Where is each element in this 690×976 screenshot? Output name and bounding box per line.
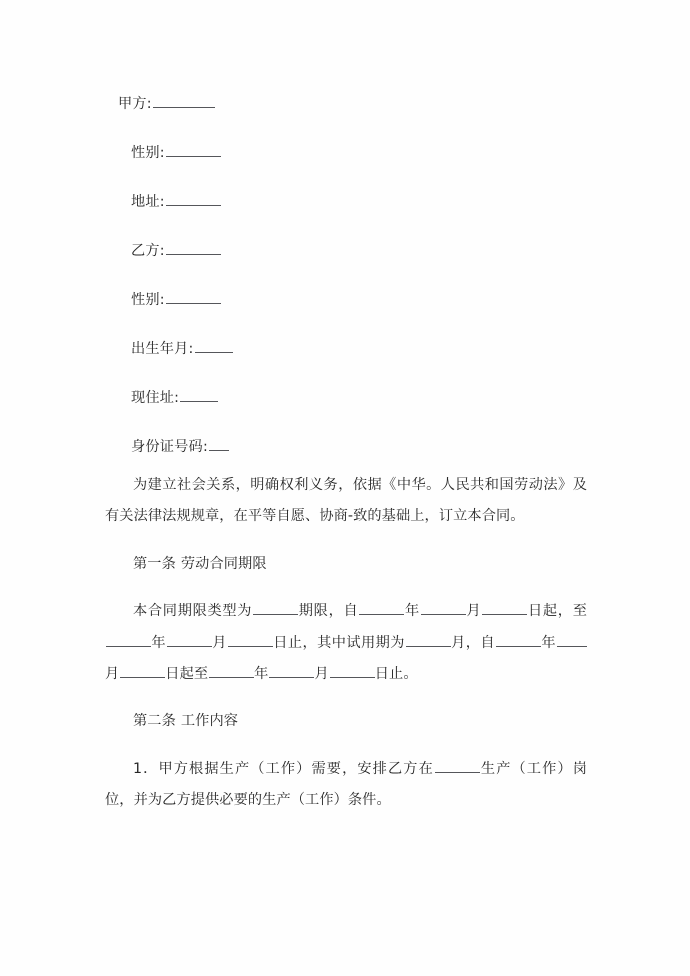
field-blank-current-address[interactable]: [180, 388, 218, 402]
field-blank-birth-date[interactable]: [195, 339, 233, 353]
a1-seg-10: 年: [541, 634, 556, 651]
article-one-title: 劳动合同期限: [180, 555, 267, 572]
field-label-gender-b: 性别:: [131, 292, 165, 308]
field-blank-address-a[interactable]: [166, 192, 221, 206]
contract-body: [105, 470, 587, 817]
a1-seg-13: 年: [254, 666, 269, 683]
a1-seg-7: 月: [211, 634, 227, 651]
a1-seg-6: 年: [151, 634, 166, 651]
blank-probation-start-year[interactable]: [496, 633, 541, 647]
a1-seg-1: 本合同期限类型为: [133, 603, 253, 620]
a1-seg-11: 月: [105, 666, 120, 683]
article-two-heading: [105, 706, 587, 737]
field-row-current-address: [105, 388, 585, 407]
a1-seg-5: 日起，至: [527, 603, 587, 620]
article-two-item-1: [105, 754, 587, 817]
blank-probation-end-year[interactable]: [209, 664, 254, 678]
a1-seg-3: 年: [404, 603, 420, 620]
a1-seg-12: 日起至: [165, 666, 209, 683]
article-one-paragraph: [105, 596, 587, 690]
a2-seg-1: 1．甲方根据生产（工作）需要，安排乙方在: [133, 760, 434, 777]
field-label-current-address: 现住址:: [131, 390, 180, 406]
field-label-party-b: 乙方:: [131, 243, 165, 259]
field-blank-party-a[interactable]: [153, 94, 215, 108]
a1-seg-8: 日止，其中试用期为: [272, 634, 405, 651]
party-fields-block: [105, 94, 585, 486]
article-two-number: 第二条: [133, 713, 176, 730]
blank-end-year[interactable]: [106, 633, 151, 647]
preamble-paragraph: 为建立社会关系，明确权利义务，依据《中华。人民共和国劳动法》及有关法律法规规章，在平等自愿、协商-致的基础上，订立本合同。: [105, 477, 587, 525]
field-blank-gender-b[interactable]: [166, 290, 221, 304]
a1-seg-2: 期限，自: [298, 603, 359, 620]
field-row-address-a: [105, 192, 585, 211]
field-row-party-b: [105, 241, 585, 260]
field-row-party-a: [105, 94, 585, 113]
field-blank-gender-a[interactable]: [166, 143, 221, 157]
a1-seg-4: 月: [465, 603, 482, 620]
field-blank-party-b[interactable]: [166, 241, 221, 255]
blank-start-year[interactable]: [359, 601, 404, 615]
field-blank-id-number[interactable]: [209, 437, 229, 451]
article-one-heading: [105, 549, 587, 580]
blank-term-type[interactable]: [253, 601, 298, 615]
article-two-title: 工作内容: [180, 713, 239, 730]
field-label-birth-date: 出生年月:: [131, 341, 194, 357]
blank-probation-end-day[interactable]: [330, 664, 375, 678]
field-row-id-number: [105, 437, 585, 456]
field-row-gender-b: [105, 290, 585, 309]
blank-start-month[interactable]: [421, 601, 466, 615]
blank-probation-start-day[interactable]: [120, 664, 165, 678]
blank-start-day[interactable]: [482, 601, 527, 615]
field-row-gender-a: [105, 143, 585, 162]
field-label-id-number: 身份证号码:: [131, 439, 208, 455]
a2-seg-2: 生产（工作）岗位，并为乙方提供必要的生产（工作）条件。: [105, 760, 588, 809]
blank-probation-months[interactable]: [406, 633, 451, 647]
field-label-gender-a: 性别:: [131, 145, 165, 161]
blank-end-month[interactable]: [167, 633, 212, 647]
blank-work-post[interactable]: [435, 759, 480, 773]
blank-probation-start-month[interactable]: [557, 633, 587, 647]
field-row-birth-date: [105, 339, 585, 358]
a1-seg-9: 月，自: [450, 634, 496, 651]
article-one-number: 第一条: [133, 555, 176, 572]
field-label-address-a: 地址:: [131, 194, 165, 210]
a1-seg-15: 日止。: [374, 666, 418, 683]
field-label-party-a: 甲方:: [118, 96, 152, 112]
blank-end-day[interactable]: [228, 633, 273, 647]
a1-seg-14: 月: [314, 666, 329, 683]
blank-probation-end-month[interactable]: [269, 664, 314, 678]
